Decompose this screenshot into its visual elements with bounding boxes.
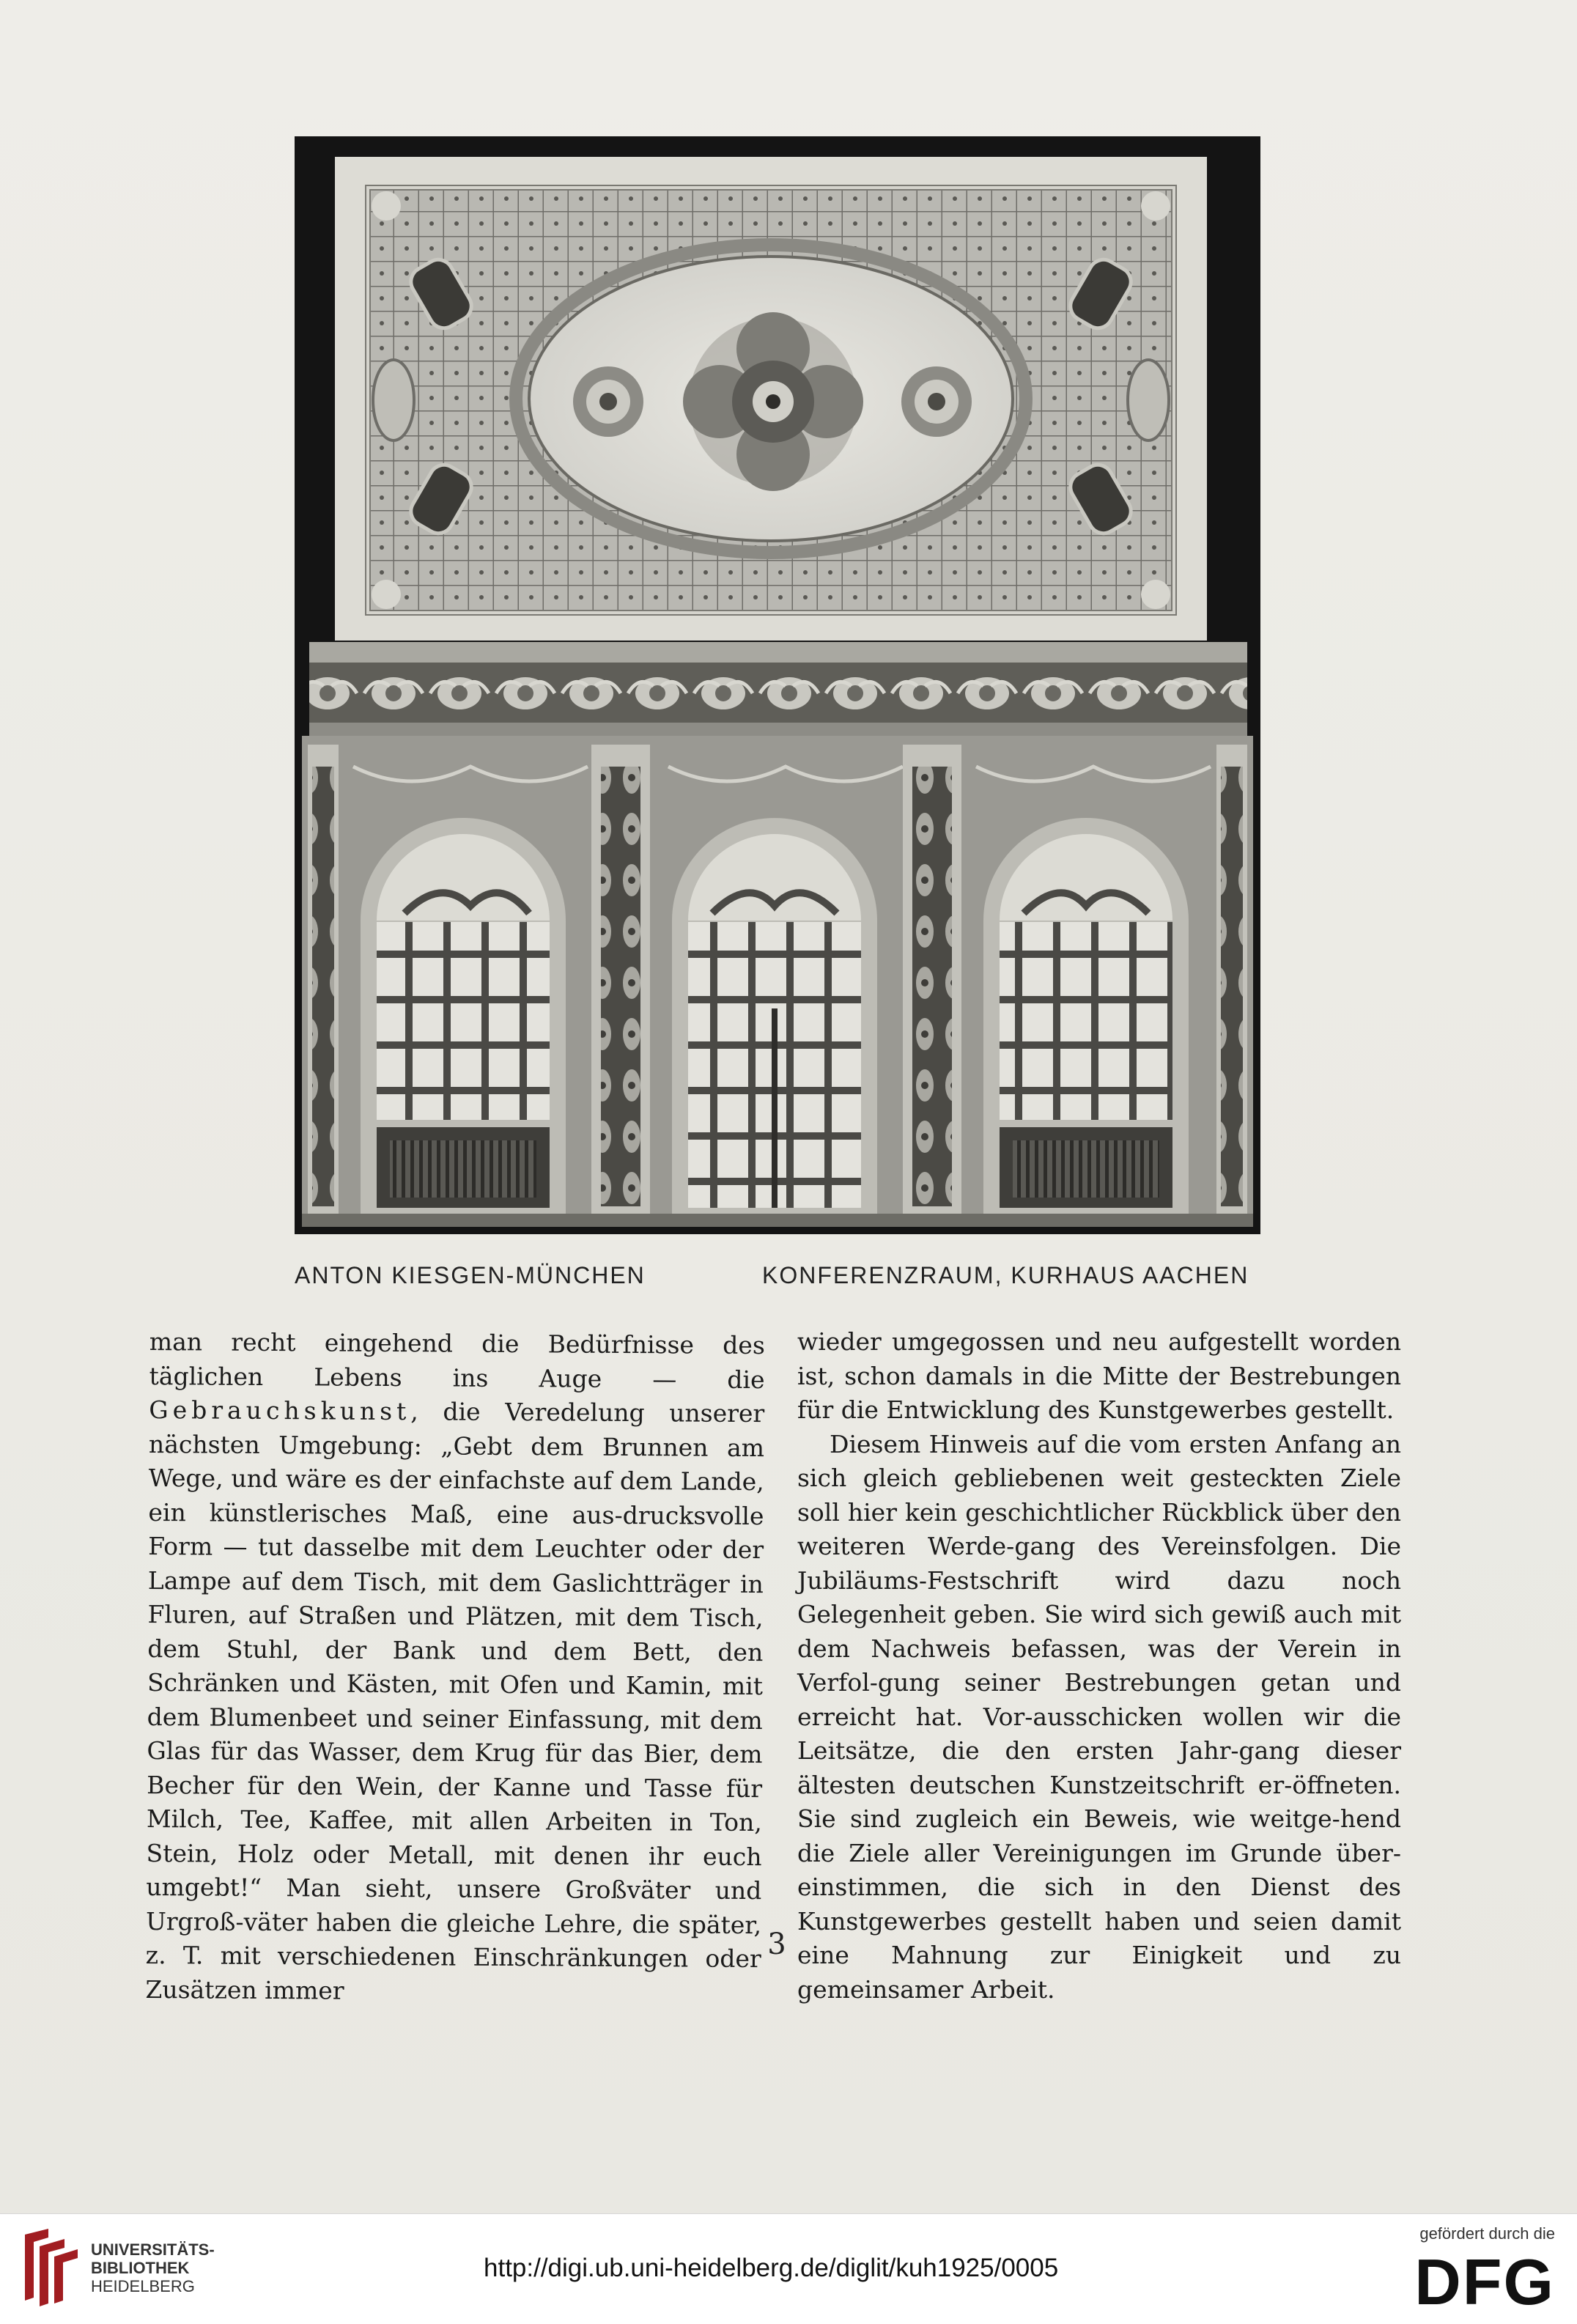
text-column-left: [145, 1325, 765, 2010]
library-logo-icon: [19, 2227, 82, 2309]
caption-title: KONFERENZRAUM, KURHAUS AACHEN: [762, 1262, 1249, 1288]
paragraph: Diesem Hinweis auf die vom ersten Anfang an sich gleich gebliebenen weit gesteckten Ziele soll hier kein geschichtlicher Rückblick über den weiteren Werde-gang des Vereinsfolgen. Die Jubiläums-Festschrift wird dazu noch Gelegenheit geben. Sie wird sich gewiß auch mit dem Nachweis befassen, was der Verein in Verfol-gung seiner Bestrebungen getan und erreicht hat. Vor-ausschicken wollen wir die Leitsätze, die den ersten Jahr-gang dieser ältesten deutschen Kunstzeitschrift er-öffneten. Sie sind zugleich ein Beweis, wie weitge-hend die Ziele aller Vereinigungen im Grunde über-einstimmen, die sich in den Dienst des Kunstgewerbes gestellt haben und seien damit eine Mahnung zur Einigkeit und zu gemeinsamer Arbeit.: [797, 1429, 1401, 2004]
text-column-right: [797, 1325, 1401, 2007]
funding-note: gefördert durch die: [1419, 2224, 1555, 2243]
viewer-footer: [0, 2213, 1577, 2324]
library-name: UNIVERSITÄTS- BIBLIOTHEK HEIDELBERG: [91, 2240, 215, 2295]
page-number: 3: [767, 1928, 786, 1961]
plate-illustration: [295, 136, 1260, 1234]
caption-artist: ANTON KIESGEN-MÜNCHEN: [295, 1262, 646, 1288]
dfg-logo: DFG: [1414, 2246, 1555, 2318]
permalink-url[interactable]: http://digi.ub.uni-heidelberg.de/diglit/kuh1925/0005: [484, 2254, 1059, 2282]
emphasized-term: Gebrauchskunst: [149, 1395, 411, 1426]
paragraph: wieder umgegossen und neu aufgestellt worden ist, schon damals in die Mitte der Bestrebungen für die Entwicklung des Kunstgewerbes gestellt.: [797, 1327, 1401, 1424]
ceiling-and-wall-photograph: [295, 136, 1260, 1234]
paragraph: man recht eingehend die Bedürfnisse des täglichen Lebens ins Auge — die Gebrauchskunst, die Veredelung unserer nächsten Umgebung: „Gebt dem Brunnen am Wege, und wäre es der einfachste auf dem Lande, ein künstlerisches Maß, eine aus-drucksvolle Form — tut dasselbe mit dem Leuchter oder der Lampe auf dem Tisch, mit dem Gaslichtträger in Fluren, auf Straßen und Plätzen, mit dem Tisch, dem Stuhl, der Bank und dem Bett, den Schränken und Kästen, mit Ofen und Kamin, mit dem Blumenbeet und seiner Einfassung, mit dem Glas für das Wasser, dem Krug für das Bier, dem Becher für den Wein, der Kanne und Tasse für Milch, Tee, Kaffee, mit allen Arbeiten in Ton, Stein, Holz oder Metall, mit denen ihr euch umgebt!“ Man sieht, unsere Großväter und Urgroß-väter haben die gleiche Lehre, die später, z. T. mit verschiedenen Einschränkungen oder Zusätzen immer: [145, 1327, 765, 2005]
